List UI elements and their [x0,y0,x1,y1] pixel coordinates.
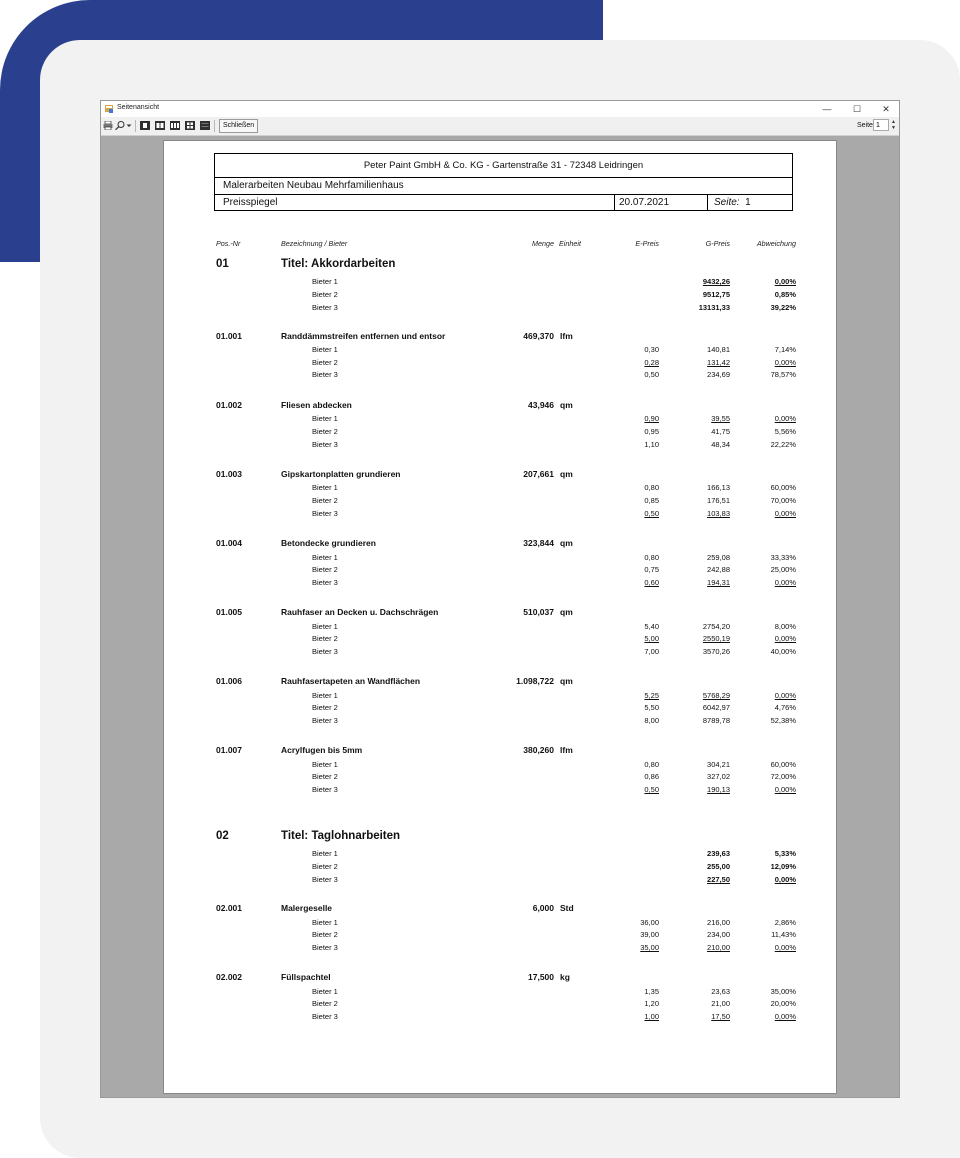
bidder-row [164,565,838,578]
deviation: 0,00% [774,634,796,644]
bidder-total: 9432,26 [702,277,730,286]
bidder-name: Bieter 3 [312,715,338,725]
report-header [214,153,793,211]
deviation: 60,00% [770,483,796,493]
bidder-row [164,999,838,1012]
window-title: Seitenansicht [117,104,160,111]
bidder-row [164,1012,838,1025]
bidder-row [164,483,838,496]
column-header-total-price: G-Preis [705,239,730,248]
bidder-name: Bieter 1 [312,483,338,493]
deviation: 11,43% [771,930,796,940]
bidder-deviation: 12,09% [770,862,796,872]
bidder-row [164,427,838,440]
bidder-deviation: 0,00% [774,277,796,286]
bidder-name: Bieter 1 [312,917,338,927]
bidder-name: Bieter 2 [312,772,338,782]
unit-price: 1,00 [644,1011,659,1021]
six-pages-icon[interactable] [200,121,210,130]
zoom-icon[interactable] [115,121,125,130]
position-quantity: 43,946 [528,399,554,410]
position-description: Betondecke grundieren [281,538,376,548]
unit-price: 35,00 [640,942,659,952]
bidder-row [164,760,838,773]
deviation: 60,00% [770,759,796,769]
position-number: 01.005 [216,607,242,618]
bidder-row [164,414,838,427]
four-pages-icon[interactable] [185,121,195,130]
section-title-row [164,258,838,274]
unit-price: 8,00 [644,715,659,725]
position-unit: lfm [560,745,573,756]
section-bidder-row [164,277,838,290]
deviation: 78,57% [770,370,796,380]
page-label: Seite: [714,197,740,208]
total-price: 210,00 [707,942,730,952]
deviation: 40,00% [770,646,796,656]
unit-price: 5,25 [644,690,659,700]
bidder-name: Bieter 2 [312,703,338,713]
bidder-deviation: 0,85% [774,289,796,299]
deviation: 0,00% [774,942,796,952]
unit-price: 1,35 [644,986,659,996]
deviation: 22,22% [770,439,796,449]
section-title: Titel: Taglohnarbeiten [281,830,401,843]
position-row [164,903,838,916]
close-window-button[interactable]: ✕ [882,104,890,114]
position-row [164,972,838,985]
unit-price: 0,75 [644,565,659,575]
position-unit: Std [560,903,574,914]
total-price: 17,50 [711,1011,730,1021]
bidder-total: 227,50 [707,875,730,885]
total-price: 194,31 [707,577,730,587]
deviation: 5,56% [774,426,796,436]
deviation: 0,00% [774,690,796,700]
total-price: 190,13 [707,785,730,794]
bidder-row [164,345,838,358]
bidder-total: 239,63 [707,849,730,859]
bidder-name: Bieter 2 [312,289,338,299]
total-price: 140,81 [707,345,730,355]
total-price: 103,83 [707,508,730,518]
position-number: 01.001 [216,330,242,341]
position-row [164,607,838,620]
bidder-name: Bieter 3 [312,302,338,312]
bidder-total: 255,00 [707,862,730,872]
position-number: 01.003 [216,468,242,479]
deviation: 35,00% [770,986,796,996]
unit-price: 1,20 [644,999,659,1009]
total-price: 131,42 [707,357,730,367]
bidder-row [164,496,838,509]
bidder-name: Bieter 1 [312,621,338,631]
bidder-name: Bieter 1 [312,414,338,424]
bidder-row [164,691,838,704]
position-unit: qm [560,538,573,548]
bidder-deviation: 39,22% [770,302,796,312]
position-quantity: 17,500 [528,972,554,983]
unit-price: 0,80 [644,759,659,769]
unit-price: 5,40 [644,621,659,631]
position-description: Rauhfasertapeten an Wandflächen [281,676,421,687]
total-price: 2754,20 [702,621,730,631]
bidder-name: Bieter 2 [312,999,338,1009]
position-number: 02.001 [216,903,242,914]
section-number: 02 [216,830,229,843]
page-number-input[interactable]: 1 [873,119,889,131]
position-row [164,469,838,482]
position-quantity: 207,661 [523,468,554,479]
column-header-deviation: Abweichung [756,239,796,248]
deviation: 0,00% [774,508,796,518]
bidder-name: Bieter 1 [312,849,338,859]
total-price: 176,51 [707,496,730,505]
bidder-name: Bieter 3 [312,942,338,952]
one-page-icon[interactable] [140,121,150,130]
unit-price: 0,86 [644,772,659,782]
bidder-deviation: 5,33% [774,849,796,859]
position-description: Rauhfaser an Decken u. Dachschrägen [281,607,439,618]
section-title-row [164,830,838,846]
bidder-row [164,987,838,1000]
position-description: Acrylfugen bis 5mm [281,745,363,756]
bidder-name: Bieter 1 [312,345,338,355]
report-date: 20.07.2021 [614,195,707,211]
position-row [164,676,838,689]
bidder-row [164,440,838,453]
unit-price: 7,00 [644,646,659,656]
position-unit: qm [560,607,573,618]
position-description: Gipskartonplatten grundieren [281,468,401,479]
app-icon [105,104,114,113]
bidder-name: Bieter 1 [312,552,338,562]
position-description: Fliesen abdecken [281,399,352,410]
position-unit: qm [560,399,573,410]
deviation: 72,00% [770,772,796,782]
bidder-row [164,553,838,566]
bidder-row [164,370,838,383]
unit-price: 0,95 [644,426,659,436]
total-price: 216,00 [707,917,730,927]
title-bar [101,101,899,117]
bidder-name: Bieter 1 [312,986,338,996]
bidder-name: Bieter 3 [312,1011,338,1021]
position-quantity: 323,844 [523,538,554,548]
bidder-row [164,772,838,785]
total-price: 8789,78 [702,715,730,725]
section-title: Titel: Akkordarbeiten [281,258,396,270]
deviation: 20,00% [770,999,796,1009]
deviation: 0,00% [774,357,796,367]
bidder-name: Bieter 2 [312,930,338,940]
bidder-name: Bieter 2 [312,862,338,872]
total-price: 242,88 [707,565,730,575]
column-header-unit: Einheit [559,239,581,248]
deviation: 0,00% [774,785,796,794]
position-row [164,538,838,551]
position-number: 01.002 [216,399,242,410]
company-line: Peter Paint GmbH & Co. KG - Gartenstraße 31 - 72348 Leidringen [363,160,644,171]
unit-price: 1,10 [644,439,659,449]
deviation: 0,00% [774,1011,796,1021]
page-label: Seite [857,122,873,129]
report-title: Preisspiegel [223,197,278,208]
total-price: 2550,19 [702,634,730,644]
column-header-description: Bezeichnung / Bieter [281,239,348,248]
deviation: 70,00% [770,496,796,505]
total-price: 234,69 [707,370,730,380]
deviation: 8,00% [774,621,796,631]
position-unit: qm [560,676,573,687]
unit-price: 0,80 [644,552,659,562]
position-quantity: 380,260 [523,745,554,756]
bidder-name: Bieter 3 [312,577,338,587]
toolbar-separator [135,120,136,132]
unit-price: 0,50 [644,370,659,380]
section-number: 01 [216,258,229,270]
bidder-name: Bieter 1 [312,277,338,286]
bidder-name: Bieter 2 [312,634,338,644]
bidder-name: Bieter 2 [312,426,338,436]
section-bidder-row [164,849,838,862]
bidder-row [164,578,838,591]
bidder-name: Bieter 3 [312,785,338,794]
bidder-row [164,703,838,716]
deviation: 4,76% [774,703,796,713]
total-price: 327,02 [707,772,730,782]
bidder-row [164,716,838,729]
position-quantity: 510,037 [523,607,554,618]
report-page [163,140,837,1094]
position-row [164,331,838,344]
bidder-name: Bieter 2 [312,565,338,575]
deviation: 0,00% [774,577,796,587]
two-pages-icon[interactable] [155,121,165,130]
unit-price: 5,50 [644,703,659,713]
report-info-row [215,194,792,212]
total-price: 41,75 [711,426,730,436]
deviation: 2,86% [774,917,796,927]
deviation: 0,00% [774,414,796,424]
position-row [164,400,838,413]
total-price: 3570,26 [702,646,730,656]
bidder-row [164,634,838,647]
position-unit: lfm [560,330,573,341]
position-unit: kg [560,972,570,983]
unit-price: 0,50 [644,785,659,794]
bidder-row [164,622,838,635]
column-header-pos: Pos.-Nr [216,239,241,248]
project-title: Malerarbeiten Neubau Mehrfamilienhaus [215,177,792,194]
close-preview-button[interactable]: Schließen [219,119,258,133]
total-price: 48,34 [711,439,730,449]
total-price: 5768,29 [702,690,730,700]
bidder-name: Bieter 3 [312,439,338,449]
position-unit: qm [560,468,573,479]
total-price: 234,00 [707,930,730,940]
report-page-number [707,195,792,211]
chevron-down-icon[interactable] [126,121,132,130]
deviation: 7,14% [774,345,796,355]
total-price: 259,08 [707,552,730,562]
bidder-name: Bieter 1 [312,759,338,769]
unit-price: 0,28 [644,357,659,367]
bidder-name: Bieter 3 [312,508,338,518]
toolbar-separator [214,120,215,132]
bidder-row [164,918,838,931]
bidder-name: Bieter 3 [312,646,338,656]
position-row [164,745,838,758]
position-quantity: 469,370 [523,330,554,341]
total-price: 6042,97 [702,703,730,713]
bidder-name: Bieter 3 [312,875,338,885]
unit-price: 5,00 [644,634,659,644]
print-preview-window [100,100,900,1098]
position-number: 01.007 [216,745,242,756]
bidder-total: 13131,33 [698,302,730,312]
unit-price: 0,80 [644,483,659,493]
deviation: 33,33% [770,552,796,562]
bidder-name: Bieter 2 [312,357,338,367]
section-bidder-row [164,875,838,888]
unit-price: 36,00 [640,917,659,927]
three-pages-icon[interactable] [170,121,180,130]
bidder-name: Bieter 2 [312,496,338,505]
minimize-button[interactable]: — [822,104,832,114]
page-number: 1 [745,197,751,208]
toolbar [101,117,899,136]
total-price: 39,55 [711,414,730,424]
unit-price: 0,85 [644,496,659,505]
page-spinner[interactable]: ▲ ▼ [891,119,896,131]
bidder-row [164,509,838,522]
total-price: 166,13 [707,483,730,493]
unit-price: 0,50 [644,508,659,518]
position-description: Randdämmstreifen entfernen und entsor [281,330,446,341]
bidder-row [164,358,838,371]
bidder-name: Bieter 1 [312,690,338,700]
column-header-unit-price: E-Preis [635,239,659,248]
bidder-row [164,647,838,660]
unit-price: 0,30 [644,345,659,355]
position-quantity: 1.098,722 [516,676,554,687]
position-number: 01.006 [216,676,242,687]
unit-price: 39,00 [640,930,659,940]
position-number: 02.002 [216,972,242,983]
section-bidder-row [164,303,838,316]
bidder-row [164,785,838,798]
unit-price: 0,90 [644,414,659,424]
section-bidder-row [164,862,838,875]
bidder-row [164,930,838,943]
position-description: Malergeselle [281,903,333,914]
bidder-row [164,943,838,956]
column-header-quantity: Menge [532,239,554,248]
print-icon[interactable] [103,121,113,130]
unit-price: 0,60 [644,577,659,587]
total-price: 23,63 [711,986,730,996]
bidder-deviation: 0,00% [774,875,796,885]
position-quantity: 6,000 [532,903,554,914]
position-number: 01.004 [216,538,242,548]
total-price: 304,21 [707,759,730,769]
section-bidder-row [164,290,838,303]
bidder-name: Bieter 3 [312,370,338,380]
deviation: 25,00% [770,565,796,575]
total-price: 21,00 [711,999,730,1009]
bidder-total: 9512,75 [702,289,730,299]
position-description: Füllspachtel [281,972,331,983]
deviation: 52,38% [770,715,796,725]
maximize-button[interactable]: ☐ [852,104,862,114]
